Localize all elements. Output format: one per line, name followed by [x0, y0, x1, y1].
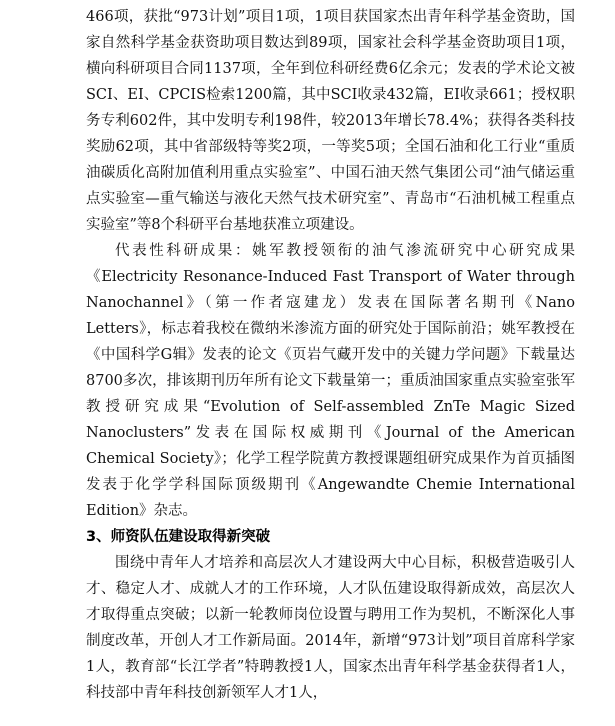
- paragraph-faculty-development: 围绕中青年人才培养和高层次人才建设两大中心目标，积极营造吸引人才、稳定人才、成就人才的工作环境，人才队伍建设取得新成效，高层次人才取得重点突破；以新一轮教师岗位设置与聘用工作为契机，不断深化人事制度改革，开创人才工作新局面。2014年，新增“973计划”项目首席科学家1人，教育部“长江学者”特聘教授1人，国家杰出青年科学基金获得者1人，科技部中青年科技创新领军人才1人，: [86, 555, 575, 701]
- section-heading-faculty: 3、师资队伍建设取得新突破: [86, 529, 271, 545]
- paragraph-research-stats: 466项，获批“973计划”项目1项，1项目获国家杰出青年科学基金资助，国家自然科学基金获资助项目数达到89项，国家社会科学基金资助项目1项，横向科研项目合同1137项，全年到位科研经费6亿余元；发表的学术论文被SCI、EI、CPCIS检索1200篇，其中SCI收录432篇，EI收录661；授权职务专利602件，其中发明专利198件，较2013年增长78.4%；获得各类科技奖励62项，其中省部级特等奖2项，一等奖5项；全国石油和化工行业“重质油碳质化高附加值利用重点实验室”、中国石油天然气集团公司“油气储运重点实验室—重气输送与液化天然气技术研究室”、青岛市“石油机械工程重点实验室”等8个科研平台基地获准立项建设。: [86, 9, 575, 233]
- paragraph-representative-results: 代表性科研成果：姚军教授领衔的油气渗流研究中心研究成果《Electricity Resonance-Induced Fast Transport of Water through Nanochannel》（第一作者寇建龙）发表在国际著名期刊《Nano Letters》，标志着我校在微纳米渗流方面的研究处于国际前沿；姚军教授在《中国科学G辑》发表的论文《页岩气藏开发中的关键力学问题》下载量达8700多次，排该期刊历年所有论文下载量第一；重质油国家重点实验室张军教授研究成果“Evolution of Self-assembled ZnTe Magic Sized Nanoclusters”发表在国际权威期刊《Journal of the American Chemical Society》；化学工程学院黄方教授课题组研究成果作为首页插图发表于化学学科国际顶级期刊《Angewandte Chemie International Edition》杂志。: [86, 243, 575, 519]
